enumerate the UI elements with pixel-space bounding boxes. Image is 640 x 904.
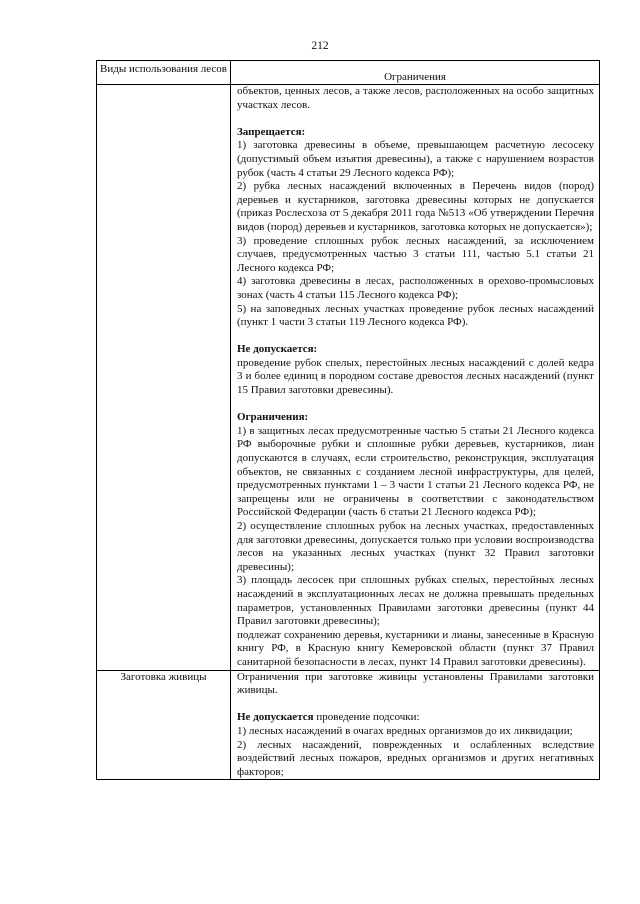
paragraph: проведение рубок спелых, перестойных лесных насаждений с долей кедра 3 и более единиц в породном составе древостоя лесных насаждений (пункт 15 Правил заготовки древесины). xyxy=(237,356,594,397)
paragraph-gap xyxy=(237,112,594,126)
paragraph: 1) в защитных лесах предусмотренные частью 5 статьи 21 Лесного кодекса РФ выборочные рубки и сплошные рубки деревьев, кустарников, лиан допускаются в случаях, если строительство, реконструкция, эксплуатация объектов, не связанных с созданием лесной инфраструктуры, для целей, предусмотренных пунктами 1 – 3 части 1 статьи 21 Лесного кодекса РФ, не запрещены или не ограничены в соответствии с законодательством Российской Федерации (часть 6 статьи 21 Лесного кодекса РФ); xyxy=(237,424,594,519)
paragraph: 5) на заповедных лесных участках проведение рубок лесных насаждений (пункт 1 части 3 статьи 119 Лесного кодекса РФ). xyxy=(237,302,594,329)
paragraph: объектов, ценных лесов, а также лесов, расположенных на особо защитных участках лесов. xyxy=(237,85,594,111)
paragraph: 2) лесных насаждений, поврежденных и ослабленных вследствие воздействий лесных пожаров, вредных организмов и других негативных факторов; xyxy=(237,738,594,778)
paragraph: 2) рубка лесных насаждений включенных в Перечень видов (пород) деревьев и кустарников, заготовка древесины которых не допускается (приказ Рослесхоза от 5 декабря 2011 года №513 «Об утверждении Перечня видов (пород) деревьев и кустарников, заготовка которых не допускается»); xyxy=(237,180,594,233)
paragraph: 2) осуществление сплошных рубок на лесных участках, предоставленных для заготовки древесины, допускается только при условии воспроизводства лесов на указанных лесных участках (пункт 32 Правил заготовки древесины); xyxy=(237,520,594,573)
paragraph: 1) лесных насаждений в очагах вредных организмов до их ликвидации; xyxy=(237,724,573,737)
section-heading: Запрещается: xyxy=(237,125,306,138)
paragraph-gap xyxy=(237,398,594,412)
section-heading: Не допускается: xyxy=(237,343,318,356)
paragraph xyxy=(237,711,594,725)
forest-use-type-cell xyxy=(97,85,231,671)
paragraph-gap xyxy=(237,330,594,344)
restrictions-table xyxy=(96,60,600,780)
paragraph: 1) заготовка древесины в объеме, превышающем расчетную лесосеку (допустимый объем изъятия древесины), а также с нарушением возрастов рубок (часть 4 статьи 29 Лесного кодекса РФ); xyxy=(237,139,594,179)
paragraph: 3) площадь лесосек при сплошных рубках спелых, перестойных лесных насаждений в эксплуатационных лесах не должна превышать предельных параметров, установленных Правилами заготовки древесины (пункт 44 Правил заготовки древесины); xyxy=(237,574,594,628)
section-heading: Ограничения: xyxy=(237,411,309,424)
paragraph-gap xyxy=(237,698,594,712)
forest-use-type-cell: Заготовка живицы xyxy=(97,670,231,780)
paragraph: 4) заготовка древесины в лесах, расположенных в орехово-промысловых зонах (часть 4 статьи 115 Лесного кодекса РФ); xyxy=(237,275,594,301)
header-forest-use-types: Виды использования лесов xyxy=(97,61,231,85)
restrictions-cell xyxy=(231,670,600,780)
paragraph-text: проведение подсочки: xyxy=(313,711,420,724)
paragraph: Ограничения при заготовке живицы установлены Правилами заготовки живицы. xyxy=(237,670,594,697)
header-restrictions: Ограничения xyxy=(231,61,600,85)
paragraph: 3) проведение сплошных рубок лесных насаждений, за исключением случаев, предусмотренных частью 3 статьи 111, частью 5.1 статьи 21 Лесного кодекса РФ; xyxy=(237,234,594,274)
paragraph: подлежат сохранению деревья, кустарники и лианы, занесенные в Красную книгу РФ, в Красную книгу Кемеровской области (пункт 37 Правил санитарной безопасности в лесах, пункт 14 Правил заготовки древесины). xyxy=(237,628,594,668)
restrictions-cell xyxy=(231,85,600,671)
bold-lead: Не допускается xyxy=(237,711,314,724)
table-row xyxy=(97,670,600,780)
table-header-row xyxy=(97,61,600,85)
table-row xyxy=(97,85,600,671)
page-number: 212 xyxy=(311,40,329,52)
